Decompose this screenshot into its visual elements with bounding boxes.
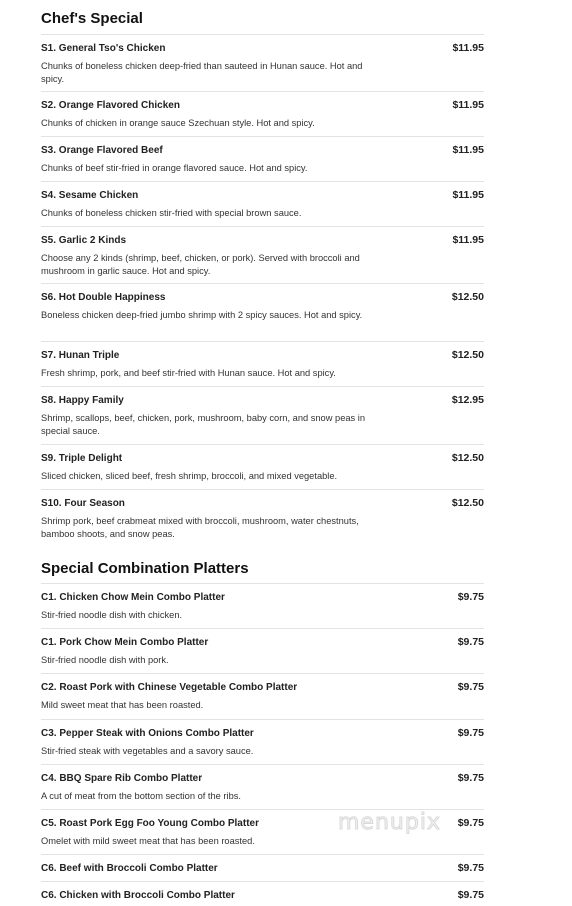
item-name: S2. Orange Flavored Chicken bbox=[41, 100, 180, 111]
item-name: S6. Hot Double Happiness bbox=[41, 292, 166, 303]
item-price: $12.50 bbox=[451, 349, 484, 361]
menu-item bbox=[41, 628, 484, 674]
item-description: Stir-fried noodle dish with chicken. bbox=[41, 610, 183, 620]
item-name: S1. General Tso's Chicken bbox=[41, 43, 166, 54]
item-name: C4. BBQ Spare Rib Combo Platter bbox=[41, 773, 203, 784]
item-price: $9.75 bbox=[457, 636, 484, 648]
item-description: A cut of meat from the bottom section of the ribs. bbox=[41, 791, 241, 801]
menu-item bbox=[41, 764, 484, 810]
item-description: Chunks of boneless chicken deep-fried than sauteed in Hunan sauce. Hot and spicy. bbox=[41, 61, 363, 84]
item-description: Omelet with mild sweet meat that has been roasted. bbox=[41, 836, 255, 846]
item-description: Shrimp pork, beef crabmeat mixed with broccoli, mushroom, water chestnuts, bamboo shoots, and snow peas. bbox=[41, 516, 359, 539]
item-price: $9.75 bbox=[457, 862, 484, 874]
item-price: $12.50 bbox=[451, 452, 484, 464]
menu-item bbox=[41, 444, 484, 490]
menu-item bbox=[41, 283, 484, 342]
item-price: $12.50 bbox=[451, 497, 484, 509]
item-description: Stir-fried noodle dish with pork. bbox=[41, 655, 169, 665]
item-name: C3. Pepper Steak with Onions Combo Platter bbox=[41, 728, 254, 739]
menu-item bbox=[41, 91, 484, 137]
item-price: $9.75 bbox=[457, 772, 484, 784]
item-name: C2. Roast Pork with Chinese Vegetable Combo Platter bbox=[41, 682, 298, 693]
item-price: $9.75 bbox=[457, 591, 484, 603]
menu-item bbox=[41, 881, 484, 906]
menu-item bbox=[41, 719, 484, 765]
item-price: $11.95 bbox=[452, 42, 484, 54]
menu-item bbox=[41, 226, 484, 284]
item-name: S10. Four Season bbox=[41, 498, 125, 509]
item-description: Shrimp, scallops, beef, chicken, pork, mushroom, baby corn, and snow peas in special sauce. bbox=[41, 413, 366, 436]
item-name: C1. Chicken Chow Mein Combo Platter bbox=[41, 592, 225, 603]
item-price: $12.50 bbox=[451, 291, 484, 303]
item-description: Choose any 2 kinds (shrimp, beef, chicken, or pork). Served with broccoli and mushroom in garlic sauce. Hot and spicy. bbox=[41, 253, 360, 276]
item-price: $12.95 bbox=[451, 394, 484, 406]
item-name: S4. Sesame Chicken bbox=[41, 190, 139, 201]
item-price: $9.75 bbox=[457, 681, 484, 693]
item-name: S5. Garlic 2 Kinds bbox=[41, 235, 127, 246]
item-description: Fresh shrimp, pork, and beef stir-fried with Hunan sauce. Hot and spicy. bbox=[41, 368, 336, 378]
menu-item bbox=[41, 854, 484, 882]
item-description: Chunks of beef stir-fried in orange flavored sauce. Hot and spicy. bbox=[41, 163, 308, 173]
menu-item bbox=[41, 489, 484, 548]
item-description: Sliced chicken, sliced beef, fresh shrimp, broccoli, and mixed vegetable. bbox=[41, 471, 338, 481]
item-name: C6. Chicken with Broccoli Combo Platter bbox=[41, 890, 235, 901]
item-name: C5. Roast Pork Egg Foo Young Combo Platter bbox=[41, 818, 259, 829]
item-name: S7. Hunan Triple bbox=[41, 350, 120, 361]
item-price: $11.95 bbox=[452, 144, 484, 156]
menu-item bbox=[41, 341, 484, 387]
item-name: S8. Happy Family bbox=[41, 395, 124, 406]
item-price: $11.95 bbox=[452, 99, 484, 111]
section-title-chefs-special: Chef's Special bbox=[41, 10, 143, 27]
menu-item bbox=[41, 673, 484, 720]
item-description: Chunks of boneless chicken stir-fried with special brown sauce. bbox=[41, 208, 302, 218]
item-price: $11.95 bbox=[452, 189, 484, 201]
item-price: $9.75 bbox=[457, 889, 484, 901]
menu-item bbox=[41, 583, 484, 629]
item-name: C6. Beef with Broccoli Combo Platter bbox=[41, 863, 218, 874]
item-description: Stir-fried steak with vegetables and a savory sauce. bbox=[41, 746, 254, 756]
section-title-combination-platters: Special Combination Platters bbox=[41, 560, 249, 577]
menu-item bbox=[41, 136, 484, 182]
item-name: S9. Triple Delight bbox=[41, 453, 123, 464]
menu-item bbox=[41, 809, 484, 855]
item-price: $11.95 bbox=[452, 234, 484, 246]
item-description: Boneless chicken deep-fried jumbo shrimp with 2 spicy sauces. Hot and spicy. bbox=[41, 310, 363, 320]
item-price: $9.75 bbox=[457, 727, 484, 739]
item-name: S3. Orange Flavored Beef bbox=[41, 145, 163, 156]
item-description: Mild sweet meat that has been roasted. bbox=[41, 700, 204, 710]
watermark-logo: menupix bbox=[338, 810, 441, 835]
menu-item bbox=[41, 386, 484, 445]
menu-item bbox=[41, 34, 484, 92]
item-name: C1. Pork Chow Mein Combo Platter bbox=[41, 637, 209, 648]
item-price: $9.75 bbox=[457, 817, 484, 829]
item-description: Chunks of chicken in orange sauce Szechuan style. Hot and spicy. bbox=[41, 118, 315, 128]
menu-item bbox=[41, 181, 484, 227]
